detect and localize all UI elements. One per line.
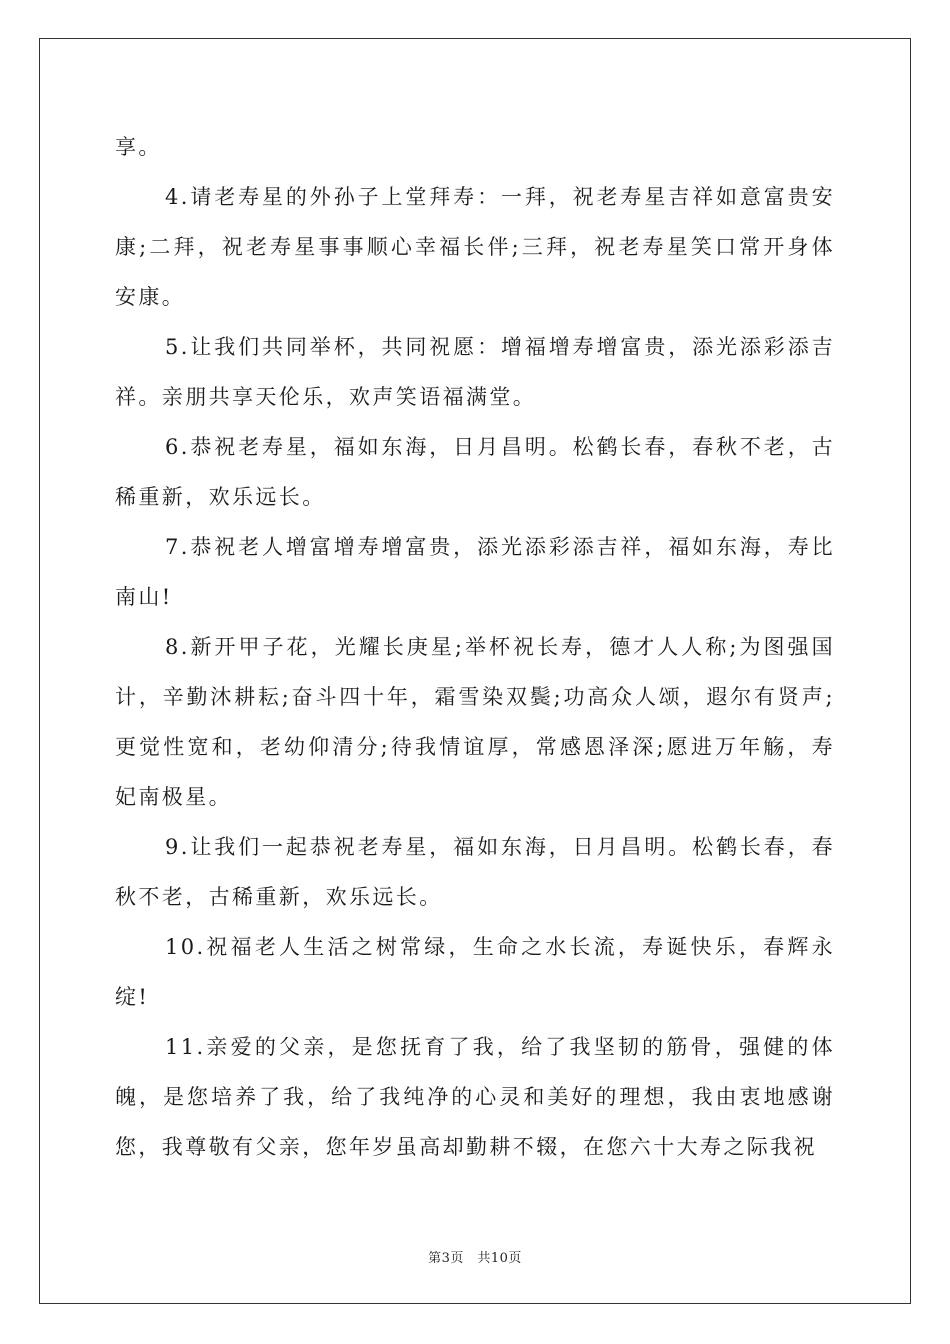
paragraph: 7.恭祝老人增富增寿增富贵，添光添彩添吉祥，福如东海，寿比南山! <box>115 535 835 609</box>
paragraph: 6.恭祝老寿星，福如东海，日月昌明。松鹤长春，春秋不老，古稀重新，欢乐远长。 <box>115 435 835 509</box>
page-number-footer: 第3页 共10页 <box>428 1251 522 1266</box>
paragraph: 享。 <box>115 135 162 159</box>
paragraph: 10.祝福老人生活之树常绿，生命之水长流，寿诞快乐，春辉永绽! <box>115 935 835 1009</box>
paragraph: 11.亲爱的父亲，是您抚育了我，给了我坚韧的筋骨，强健的体魄，是您培养了我，给了我纯净的心灵和美好的理想，我由衷地感谢您，我尊敬有父亲，您年岁虽高却勤耕不辍，在您六十大寿之际我祝 <box>115 1035 835 1159</box>
paragraph: 8.新开甲子花，光耀长庚星;举杯祝长寿，德才人人称;为图强国计，辛勤沐耕耘;奋斗四十年，霜雪染双鬓;功高众人颂，遐尔有贤声;更觉性宽和，老幼仰清分;待我情谊厚，常感恩泽深;愿进万年觞，寿妃南极星。 <box>115 635 835 809</box>
paragraph: 4.请老寿星的外孙子上堂拜寿：一拜，祝老寿星吉祥如意富贵安康;二拜，祝老寿星事事顺心幸福长伴;三拜，祝老寿星笑口常开身体安康。 <box>115 185 835 309</box>
document-body <box>115 122 835 1172</box>
paragraph: 5.让我们共同举杯，共同祝愿：增福增寿增富贵，添光添彩添吉祥。亲朋共享天伦乐，欢声笑语福满堂。 <box>115 335 835 409</box>
paragraph: 9.让我们一起恭祝老寿星，福如东海，日月昌明。松鹤长春，春秋不老，古稀重新，欢乐远长。 <box>115 835 835 909</box>
